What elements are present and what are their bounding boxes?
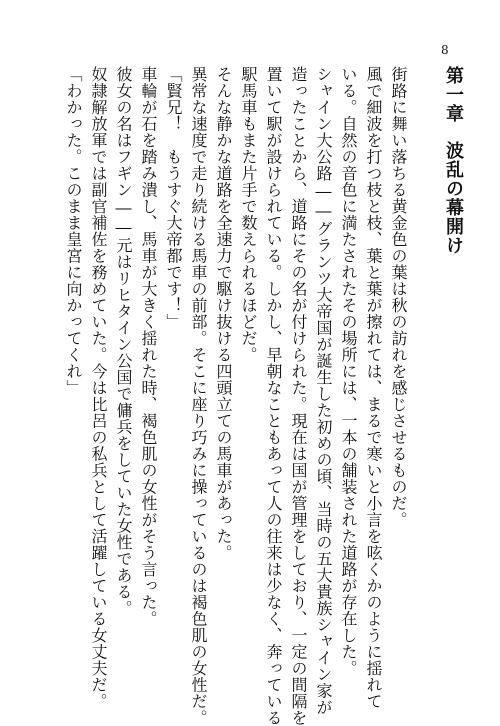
text-line-5: 造ったことから、道路にその名が付けられた。現在は国が管理をしており、一定の間隔を bbox=[289, 66, 308, 726]
text-line-4: シャイン大公路――グランツ大帝国が誕生した初めの頃、当時の五大貴族シャイン家が bbox=[314, 66, 333, 716]
text-line-7: 駅馬車もまた片手で数えられるほどだ。 bbox=[239, 66, 258, 363]
text-line-6: 置いて駅が設けられている。しかし、早朝なこともあって人の往来は少なく、奔っている bbox=[264, 66, 283, 726]
text-line-8: そんな静かな道路を全速力で駆け抜ける四頭立ての馬車があった。 bbox=[214, 66, 233, 561]
chapter-heading bbox=[444, 66, 462, 678]
text-line-12: 彼女の名はフギン――元はリヒタイン公国で傭兵をしていた女性である。 bbox=[114, 66, 133, 617]
page-number: 8 bbox=[441, 43, 449, 57]
text-line-10: 「賢兄！ もうすぐ大帝都です！」 bbox=[164, 66, 183, 330]
text-line-3: いる。自然の音色に満たされたその場所には、一本の舗装された道路が存在した。 bbox=[339, 66, 358, 677]
vertical-text-body bbox=[56, 66, 464, 726]
chapter-label: 第一章 bbox=[443, 66, 464, 123]
text-line-11: 車輪が石を踏み潰し、馬車が大きく揺れた時、褐色肌の女性がそう言った。 bbox=[139, 66, 158, 627]
text-line-2: 風で細波を打つ枝と枝、葉と葉が擦れては、まるで寒いと小言を呟くかのように揺れて bbox=[364, 66, 383, 710]
text-line-1: 街路に舞い落ちる黄金色の葉は秋の訪れを感じさせるものだ。 bbox=[389, 66, 408, 528]
text-line-13: 奴隷解放軍では副官補佐を務めていた。今は比呂の私兵として活躍している女丈夫だ。 bbox=[89, 66, 108, 710]
chapter-title: 波乱の幕開け bbox=[443, 141, 464, 255]
text-line-14: 「わかった。このまま皇宮に向かってくれ」 bbox=[64, 66, 83, 396]
text-line-9: 異常な速度で走り続ける馬車の前部。そこに座り巧みに操っているのは褐色肌の女性だ。 bbox=[189, 66, 208, 726]
